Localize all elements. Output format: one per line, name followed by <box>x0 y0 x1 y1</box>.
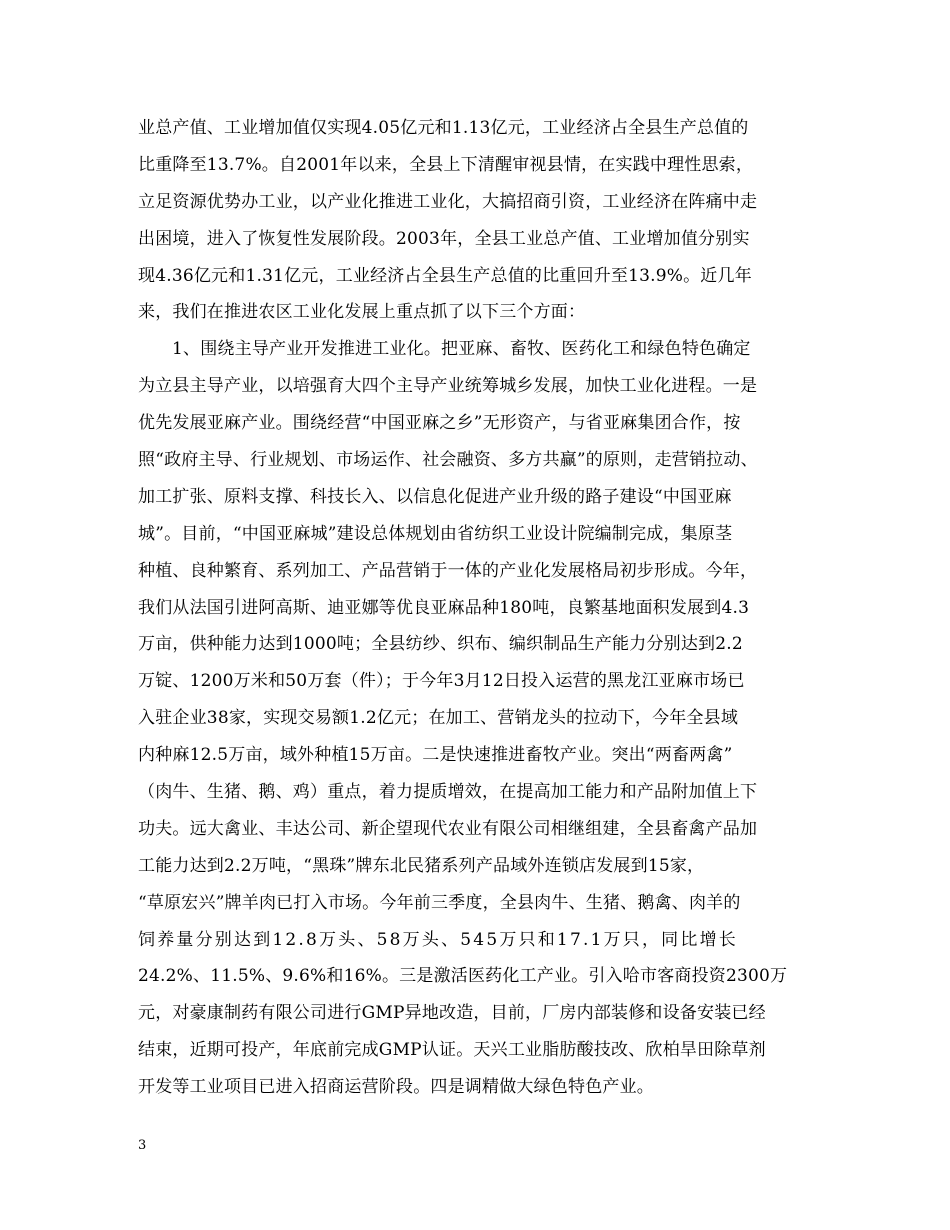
text-line: 来，我们在推进农区工业化发展上重点抓了以下三个方面： <box>138 302 586 323</box>
text-line: 24.2%、11.5%、9.6%和16%。三是激活医药化工产业。引入哈市客商投资2300万 <box>138 966 788 987</box>
text-line: 功夫。远大禽业、丰达公司、新企望现代农业有限公司相继组建，全县畜禽产品加 <box>138 818 758 839</box>
text-line: 种植、良种繁育、系列加工、产品营销于一体的产业化发展格局初步形成。今年， <box>138 560 758 581</box>
text-line: 立足资源优势办工业，以产业化推进工业化，大搞招商引资，工业经济在阵痛中走 <box>138 191 758 212</box>
text-line: 万亩，供种能力达到1000吨；全县纺纱、织布、编织制品生产能力分别达到2.2 <box>138 634 743 655</box>
text-line: 为立县主导产业，以培强育大四个主导产业统筹城乡发展，加快工业化进程。一是 <box>138 376 758 397</box>
text-line: 出困境，进入了恢复性发展阶段。2003年，全县工业总产值、工业增加值分别实 <box>138 228 750 249</box>
text-line: 万锭、1200万米和50万套（件）；于今年3月12日投入运营的黑龙江亚麻市场已 <box>138 671 745 692</box>
text-line: 元，对豪康制药有限公司进行GMP异地改造，目前，厂房内部装修和设备安装已经 <box>138 1003 766 1024</box>
text-line: 入驻企业38家，实现交易额1.2亿元；在加工、营销龙头的拉动下，今年全县域 <box>138 708 739 729</box>
page-number: 3 <box>138 1138 147 1153</box>
text-line: 饲养量分别达到12.8万头、58万头、545万只和17.1万只，同比增长 <box>138 929 738 950</box>
document-body <box>138 114 818 1110</box>
text-line: 比重降至13.7%。自2001年以来，全县上下清醒审视县情，在实践中理性思索， <box>138 154 754 175</box>
text-line: 工能力达到2.2万吨，“黑珠”牌东北民猪系列产品域外连锁店发展到15家， <box>138 855 705 876</box>
text-line: 内种麻12.5万亩，域外种植15万亩。二是快速推进畜牧产业。突出“两畜两禽” <box>138 745 733 766</box>
text-line: （肉牛、生猪、鹅、鸡）重点，着力提质增效，在提高加工能力和产品附加值上下 <box>138 782 758 803</box>
text-line: 我们从法国引进阿高斯、迪亚娜等优良亚麻品种180吨，良繁基地面积发展到4.3 <box>138 597 750 618</box>
text-line: 开发等工业项目已进入招商运营阶段。四是调精做大绿色特色产业。 <box>138 1077 654 1098</box>
text-line: 照“政府主导、行业规划、市场运作、社会融资、多方共赢”的原则，走营销拉动、 <box>138 450 758 471</box>
text-line: 城”。目前，“中国亚麻城”建设总体规划由省纺织工业设计院编制完成，集原茎 <box>138 523 733 544</box>
text-line: 业总产值、工业增加值仅实现4.05亿元和1.13亿元，工业经济占全县生产总值的 <box>138 118 749 138</box>
text-line: 加工扩张、原料支撑、科技长入、以信息化促进产业升级的路子建设“中国亚麻 <box>138 486 732 507</box>
text-line: 结束，近期可投产，年底前完成GMP认证。天兴工业脂肪酸技改、欣柏旱田除草剂 <box>138 1040 766 1061</box>
text-line: “草原宏兴”牌羊肉已打入市场。今年前三季度，全县肉牛、生猪、鹅禽、肉羊的 <box>138 892 741 913</box>
text-line: 优先发展亚麻产业。围绕经营“中国亚麻之乡”无形资产，与省亚麻集团合作，按 <box>138 413 741 434</box>
text-line: 1、围绕主导产业开发推进工业化。把亚麻、畜牧、医药化工和绿色特色确定 <box>172 339 751 360</box>
text-line: 现4.36亿元和1.31亿元，工业经济占全县生产总值的比重回升至13.9%。近几年 <box>138 265 752 286</box>
